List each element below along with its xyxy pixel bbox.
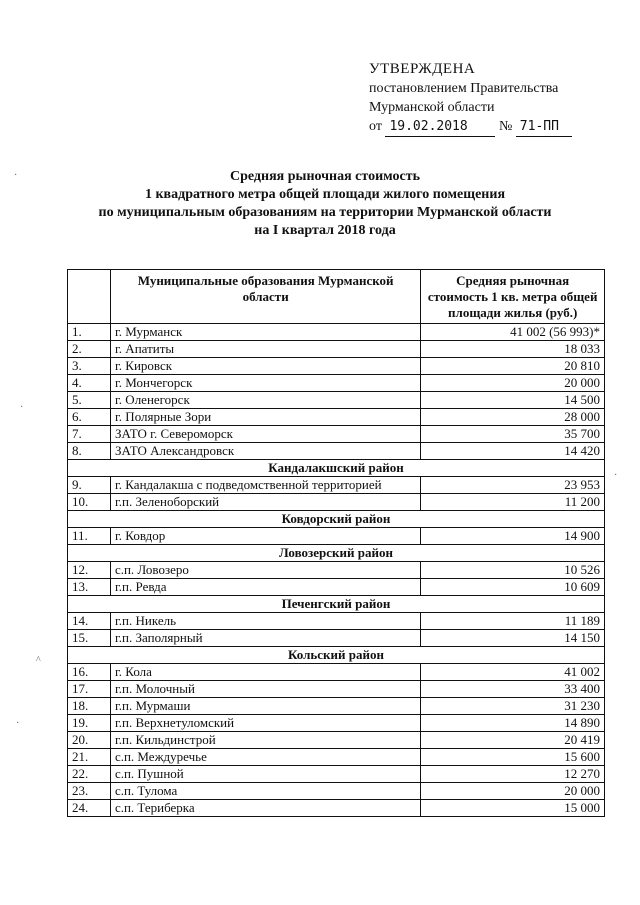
header-price: Средняя рыночная стоимость 1 кв. метра общей площади жилья (руб.) xyxy=(421,270,605,324)
scan-mark: ^ xyxy=(36,655,41,666)
row-number: 8. xyxy=(68,443,111,460)
approval-block xyxy=(369,60,572,137)
table-row xyxy=(68,715,605,732)
row-number: 2. xyxy=(68,341,111,358)
row-price: 35 700 xyxy=(421,426,605,443)
row-price: 14 890 xyxy=(421,715,605,732)
table-row xyxy=(68,477,605,494)
row-number: 5. xyxy=(68,392,111,409)
row-municipality: с.п. Ловозеро xyxy=(110,562,420,579)
table-row xyxy=(68,664,605,681)
row-number: 23. xyxy=(68,783,111,800)
row-number: 17. xyxy=(68,681,111,698)
row-price: 14 420 xyxy=(421,443,605,460)
row-price: 10 526 xyxy=(421,562,605,579)
header-number xyxy=(68,270,111,324)
approval-line-1: постановлением Правительства xyxy=(369,81,559,96)
title-line-1: Средняя рыночная стоимость xyxy=(230,169,420,184)
section-title: Ковдорский район xyxy=(68,511,605,528)
table-row xyxy=(68,392,605,409)
row-municipality: г. Ковдор xyxy=(110,528,420,545)
row-number: 18. xyxy=(68,698,111,715)
section-row xyxy=(68,647,605,664)
table-row xyxy=(68,681,605,698)
row-price: 14 900 xyxy=(421,528,605,545)
row-municipality: г.п. Кильдинстрой xyxy=(110,732,420,749)
table-row xyxy=(68,494,605,511)
row-number: 4. xyxy=(68,375,111,392)
table-row xyxy=(68,698,605,715)
row-municipality: с.п. Териберка xyxy=(110,800,420,817)
table-row xyxy=(68,732,605,749)
table-body xyxy=(68,324,605,817)
row-number: 9. xyxy=(68,477,111,494)
table-row xyxy=(68,409,605,426)
row-municipality: ЗАТО г. Североморск xyxy=(110,426,420,443)
row-number: 14. xyxy=(68,613,111,630)
row-number: 24. xyxy=(68,800,111,817)
approval-date: 19.02.2018 xyxy=(385,117,495,137)
number-prefix: № xyxy=(498,119,513,134)
title-line-4: на I квартал 2018 года xyxy=(254,223,396,238)
row-price: 41 002 (56 993)* xyxy=(421,324,605,341)
row-price: 14 150 xyxy=(421,630,605,647)
table-header-row xyxy=(68,270,605,324)
row-number: 10. xyxy=(68,494,111,511)
row-price: 12 270 xyxy=(421,766,605,783)
row-municipality: г. Мурманск xyxy=(110,324,420,341)
row-municipality: г. Оленегорск xyxy=(110,392,420,409)
table-row xyxy=(68,358,605,375)
row-price: 20 810 xyxy=(421,358,605,375)
section-row xyxy=(68,545,605,562)
row-price: 20 000 xyxy=(421,783,605,800)
row-number: 7. xyxy=(68,426,111,443)
table-row xyxy=(68,800,605,817)
row-municipality: с.п. Пушной xyxy=(110,766,420,783)
scan-mark: · xyxy=(14,170,18,181)
section-title: Ловозерский район xyxy=(68,545,605,562)
row-price: 11 200 xyxy=(421,494,605,511)
scan-mark: · xyxy=(16,718,20,729)
row-price: 41 002 xyxy=(421,664,605,681)
row-number: 16. xyxy=(68,664,111,681)
row-price: 10 609 xyxy=(421,579,605,596)
row-price: 23 953 xyxy=(421,477,605,494)
date-prefix: от xyxy=(369,119,382,134)
row-number: 1. xyxy=(68,324,111,341)
row-number: 11. xyxy=(68,528,111,545)
table-row xyxy=(68,375,605,392)
row-number: 20. xyxy=(68,732,111,749)
row-price: 33 400 xyxy=(421,681,605,698)
title-line-3: по муниципальным образованиям на территории Мурманской области xyxy=(98,205,552,220)
table-row xyxy=(68,443,605,460)
row-municipality: г.п. Мурмаши xyxy=(110,698,420,715)
row-price: 11 189 xyxy=(421,613,605,630)
section-row xyxy=(68,460,605,477)
section-row xyxy=(68,511,605,528)
scan-mark: · xyxy=(20,402,24,413)
section-row xyxy=(68,596,605,613)
row-municipality: г.п. Верхнетуломский xyxy=(110,715,420,732)
approval-date-line xyxy=(369,117,572,137)
table-row xyxy=(68,630,605,647)
table-row xyxy=(68,324,605,341)
section-title: Печенгский район xyxy=(68,596,605,613)
row-municipality: с.п. Тулома xyxy=(110,783,420,800)
row-number: 21. xyxy=(68,749,111,766)
table-row xyxy=(68,766,605,783)
row-number: 13. xyxy=(68,579,111,596)
row-municipality: с.п. Междуречье xyxy=(110,749,420,766)
row-municipality: г.п. Заполярный xyxy=(110,630,420,647)
row-municipality: г. Кандалакша с подведомственной территорией xyxy=(110,477,420,494)
table-row xyxy=(68,562,605,579)
row-price: 20 000 xyxy=(421,375,605,392)
row-number: 6. xyxy=(68,409,111,426)
approval-line-2: Мурманской области xyxy=(369,100,495,115)
section-title: Кольский район xyxy=(68,647,605,664)
row-price: 28 000 xyxy=(421,409,605,426)
row-municipality: г.п. Молочный xyxy=(110,681,420,698)
row-municipality: г.п. Зеленоборский xyxy=(110,494,420,511)
row-municipality: г.п. Никель xyxy=(110,613,420,630)
approval-title: УТВЕРЖДЕНА xyxy=(369,61,476,77)
row-number: 3. xyxy=(68,358,111,375)
table-row xyxy=(68,613,605,630)
row-number: 22. xyxy=(68,766,111,783)
row-municipality: г. Кола xyxy=(110,664,420,681)
table-row xyxy=(68,783,605,800)
row-price: 18 033 xyxy=(421,341,605,358)
table-row xyxy=(68,749,605,766)
row-municipality: ЗАТО Александровск xyxy=(110,443,420,460)
scan-mark: · xyxy=(614,470,618,481)
price-table xyxy=(67,269,605,817)
row-price: 31 230 xyxy=(421,698,605,715)
row-municipality: г. Полярные Зори xyxy=(110,409,420,426)
row-price: 15 000 xyxy=(421,800,605,817)
row-number: 19. xyxy=(68,715,111,732)
row-price: 14 500 xyxy=(421,392,605,409)
table-row xyxy=(68,426,605,443)
table-row xyxy=(68,579,605,596)
table-row xyxy=(68,528,605,545)
row-municipality: г. Мончегорск xyxy=(110,375,420,392)
row-municipality: г. Кировск xyxy=(110,358,420,375)
row-number: 12. xyxy=(68,562,111,579)
row-price: 20 419 xyxy=(421,732,605,749)
document-title xyxy=(40,168,610,240)
section-title: Кандалакшский район xyxy=(68,460,605,477)
title-line-2: 1 квадратного метра общей площади жилого помещения xyxy=(144,187,506,202)
approval-number: 71-ПП xyxy=(516,117,572,137)
row-municipality: г.п. Ревда xyxy=(110,579,420,596)
row-price: 15 600 xyxy=(421,749,605,766)
table-row xyxy=(68,341,605,358)
header-municipality: Муниципальные образования Мурманской области xyxy=(110,270,420,324)
row-number: 15. xyxy=(68,630,111,647)
row-municipality: г. Апатиты xyxy=(110,341,420,358)
